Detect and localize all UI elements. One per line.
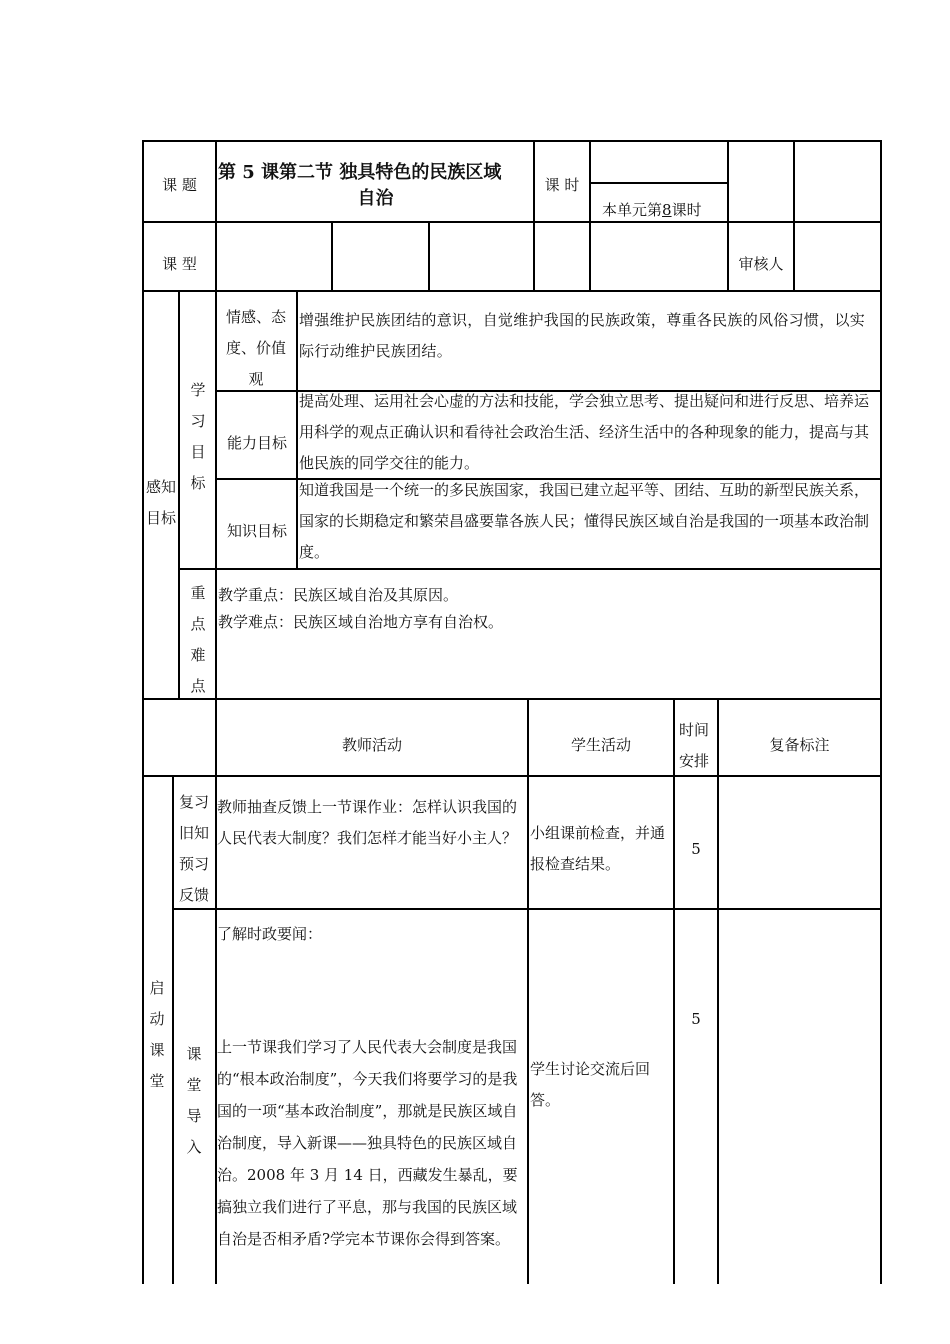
intro-teacher-head: 了解时政要闻： (217, 925, 323, 943)
student-activity-header: 学生活动 (570, 736, 631, 754)
col-divider (331, 221, 333, 291)
intro-teacher-body: 上一节课我们学习了人民代表大会制度是我国的“根本政治制度”，今天我们将要学习的是我国的一项“基本政治制度”，那就是民族区域自治制度，导入新课——独具特色的民族区域自治。2008 年 3 月 14 日，西藏发生暴乱，要搞独立我们进行了平息，那与我国的民族区域自治是否相矛盾?学完本节课你会得到答案。 (217, 1038, 518, 1248)
key-point: 教学重点：民族区域自治及其原因。 (218, 586, 459, 604)
col-divider (533, 140, 535, 291)
time-header: 时间安排 (678, 721, 709, 770)
table-border-left (142, 140, 144, 1284)
col-divider (717, 698, 719, 1284)
lesson-title-line2: 自治 (357, 188, 394, 209)
knowledge-goal-text: 知道我国是一个统一的多民族国家，我国已建立起平等、团结、互助的新型民族关系，国家的长期稳定和繁荣昌盛要靠各族人民；懂得民族区域自治是我国的一项基本政治制度。 (299, 481, 870, 561)
period-label: 课 时 (544, 176, 580, 194)
col-divider (589, 140, 591, 291)
period-prefix: 本单元第 (602, 201, 663, 219)
ability-goal-label: 能力目标 (226, 434, 287, 452)
table-border-top (142, 140, 882, 142)
type-label: 课 型 (162, 255, 197, 273)
section-label: 启动课堂 (149, 979, 165, 1090)
review-time: 5 (691, 840, 701, 858)
col-divider (215, 140, 217, 698)
emotion-goal-text: 增强维护民族团结的意识，自觉维护我国的民族政策，尊重各民族的风俗习惯，以实际行动维护民族团结。 (299, 311, 866, 360)
col-divider (296, 290, 298, 568)
col-divider (793, 140, 795, 291)
learning-goals-label: 学习目标 (190, 381, 206, 492)
col-divider (172, 775, 174, 1284)
notes-header: 复备标注 (769, 736, 830, 754)
lesson-title-line1: 第 5 课第二节 独具特色的民族区域 (218, 162, 502, 183)
intro-time: 5 (691, 1010, 701, 1028)
row-divider (142, 221, 882, 223)
col-divider (428, 221, 430, 291)
reviewer-label: 审核人 (738, 255, 784, 273)
row-divider (589, 182, 728, 184)
review-teacher-text: 教师抽查反馈上一节课作业：怎样认识我国的人民代表大制度？我们怎样才能当好小主人？ (217, 798, 518, 847)
period-number: 8 (662, 201, 672, 219)
period-value (602, 195, 727, 226)
knowledge-goal-label: 知识目标 (226, 522, 287, 540)
intro-student-text: 学生讨论交流后回答。 (530, 1060, 651, 1109)
emotion-goal-label: 情感、态度、价值观 (225, 308, 286, 388)
row-divider (142, 698, 882, 700)
teacher-activity-header: 教师活动 (341, 736, 402, 754)
topic-label: 课 题 (162, 176, 197, 194)
intro-label: 课堂导入 (186, 1045, 202, 1156)
row-divider (142, 290, 882, 292)
period-suffix: 课时 (671, 201, 702, 219)
col-divider (527, 698, 529, 1284)
key-points-label: 重点难点 (190, 584, 206, 695)
review-student-text: 小组课前检查，并通报检查结果。 (530, 824, 666, 873)
review-label: 复习旧知预习反馈 (178, 793, 209, 904)
difficult-point: 教学难点：民族区域自治地方享有自治权。 (218, 613, 504, 631)
goals-outer-label: 感知目标 (145, 478, 176, 527)
table-border-right (880, 140, 882, 1284)
row-divider (142, 775, 882, 777)
col-divider (178, 290, 180, 698)
ability-goal-text: 提高处理、运用社会心虚的方法和技能，学会独立思考、提出疑问和进行反思、培养运用科学的观点正确认识和看待社会政治生活、经济生活中的各种现象的能力，提高与其他民族的同学交往的能力。 (299, 392, 870, 472)
col-divider (673, 698, 675, 1284)
row-divider (178, 568, 882, 570)
